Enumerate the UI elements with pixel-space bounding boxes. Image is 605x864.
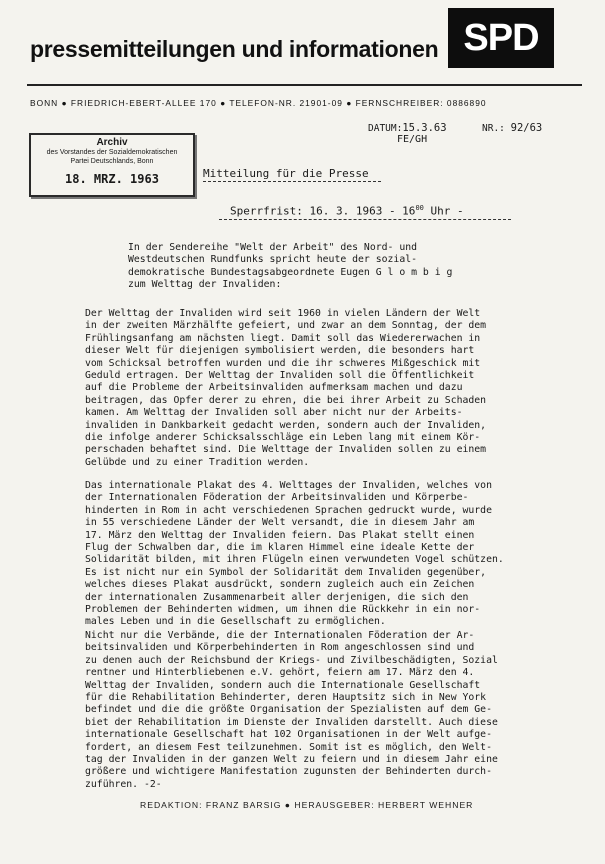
text-line: Problemen der Behinderten widmen, um ihnen die Rückkehr in ein nor- (85, 604, 481, 616)
text-line: größere und wichtigere Manifestation zugunsten der Behinderten durch- (85, 766, 492, 778)
address-line: BONN ● FRIEDRICH-EBERT-ALLEE 170 ● TELEFON-NR. 21901-09 ● FERNSCHREIBER: 0886890 (30, 98, 487, 108)
text-line: Westdeutschen Rundfunks spricht heute der sozial- (128, 254, 418, 266)
intro-paragraph (128, 242, 568, 292)
date-value: 15.3.63 (402, 122, 447, 134)
text-line: Der Welttag der Invaliden wird seit 1960 in vielen Ländern der Welt (85, 308, 481, 319)
initials: FE/GH (397, 134, 428, 145)
header-rule (27, 84, 582, 86)
text-line: internationale Gesellschaft hat 102 Organisationen in der Welt aufge- (85, 729, 492, 741)
embargo-underline (219, 219, 511, 220)
text-line: Das internationale Plakat des 4. Welttages der Invaliden, welches von (85, 480, 492, 491)
text-line: beitragen, das Opfer derer zu ehren, die bei ihrer Arbeit zu Schaden (85, 394, 487, 406)
stamp-title: Archiv (96, 137, 128, 148)
number-label: NR.: (482, 123, 505, 134)
text-line: demokratische Bundestagsabgeordnete Eugen G l o m b i g (128, 266, 453, 278)
text-line: Welttag der Invaliden, sondern auch die Internationale Gesellschaft (85, 679, 481, 691)
text-line: kamen. Am Welttag der Invaliden soll aber nicht nur der Arbeits- (85, 407, 463, 419)
stamp-line-2: Partei Deutschlands, Bonn (70, 158, 154, 165)
text-line: perschaden behaftet sind. Die Welttage der Invaliden sollen zu einem (85, 444, 487, 456)
text-line: welches dieses Plakat ausdrückt, sondern zugleich auch ein Zeichen (85, 579, 475, 591)
text-line: males Leben und in die Gesellschaft zu ermöglichen. (85, 616, 386, 628)
number-value: 92/63 (510, 122, 543, 134)
paragraph-2 (85, 480, 585, 629)
embargo-main: Sperrfrist: 16. 3. 1963 - 16 (230, 204, 416, 218)
text-line: 17. März den Welttag der Invaliden feiern. Das Plakat stellt einen (85, 529, 475, 541)
footer-credits: REDAKTION: FRANZ BARSIG ● HERAUSGEBER: HERBERT WEHNER (140, 800, 474, 810)
text-line: zu denen auch der Reichsbund der Kriegs- und Zivilbeschädigten, Sozial (85, 654, 498, 666)
text-line: In der Sendereihe "Welt der Arbeit" des Nord- und (128, 242, 418, 253)
text-line: Gelübde und zu einer Tradition werden. (85, 456, 310, 468)
text-line: zuführen. -2- (85, 778, 162, 790)
text-line: vom Schicksal betroffen wurden und die ihr schweres Mißgeschick mit (85, 357, 481, 369)
text-line: hinderten in Rom in acht verschiedenen Sprachen gedruckt wurde, wurde (85, 504, 492, 516)
text-line: Nicht nur die Verbände, die der Internationalen Föderation der Ar- (85, 630, 475, 641)
text-line: invaliden in Dankbarkeit gedacht werden, sondern auch der Invaliden, (85, 419, 487, 431)
text-line: in 55 verschiedene Länder der Welt versandt, die in diesem Jahr am (85, 517, 475, 529)
paragraph-3 (85, 630, 585, 791)
text-line: Flug der Schwalben dar, die im klaren Himmel eine ideale Kette der (85, 542, 475, 554)
text-line: befindet und die die größte Organisation der Spezialisten auf dem Ge- (85, 704, 492, 716)
masthead-title: pressemitteilungen und informationen (30, 36, 439, 62)
text-line: beitsinvaliden und Körperbehinderten in Rom angeschlossen sind und (85, 642, 475, 654)
heading-underline (203, 181, 381, 182)
text-line: fordert, an diesem Fest teilzunehmen. Somit ist es möglich, den Welt- (85, 741, 492, 753)
text-line: Geduld ertragen. Der Welttag der Invaliden soll die Öffentlichkeit (85, 370, 475, 382)
text-line: der internationalen Zusammenarbeit aller derjenigen, die sich den (85, 591, 469, 603)
text-line: Solidarität bilden, mit ihren Flügeln einen verwundeten Vogel schützen. (85, 554, 504, 566)
press-heading: Mitteilung für die Presse (203, 167, 369, 180)
embargo-tail: Uhr - (423, 204, 464, 218)
date-field (368, 122, 447, 134)
spd-logo: SPD (448, 8, 554, 68)
text-line: auf die Probleme der Arbeitsinvaliden aufmerksam machen und dazu (85, 382, 463, 394)
text-line: die infolge anderer Schicksalsschläge ein Leben lang mit einem Kör- (85, 432, 481, 444)
text-line: Es ist nicht nur ein Symbol der Solidarität dem Invaliden gegenüber, (85, 566, 487, 578)
paragraph-1 (85, 308, 585, 469)
text-line: für die Rehabilitation Behinderter, deren Hauptsitz sich in New York (85, 692, 487, 704)
date-label: DATUM: (368, 123, 403, 134)
archive-stamp (29, 133, 195, 197)
text-line: der Internationalen Föderation der Arbeitsinvaliden und Körperbe- (85, 492, 469, 504)
embargo-minutes: 00 (415, 204, 424, 212)
text-line: zum Welttag der Invaliden: (128, 279, 282, 291)
text-line: in der zweiten Märzhälfte gefeiert, und zwar an dem Sonntag, der dem (85, 320, 487, 332)
text-line: rentner und Hinterbliebenen e.V. gehört, feiern am 17. März den 4. (85, 667, 475, 679)
text-line: dieser Welt für diejenigen symbolisiert werden, die besonders hart (85, 345, 475, 357)
text-line: Frühlingsanfang am nächsten liegt. Damit soll das Wiedererwachen in (85, 332, 481, 344)
embargo-line (230, 204, 464, 218)
text-line: biet der Rehabilitation im Dienste der Invaliden darstellt. Auch diese (85, 716, 498, 728)
number-field (482, 122, 542, 134)
stamp-date: 18. MRZ. 1963 (65, 172, 159, 186)
text-line: tag der Invaliden in der ganzen Welt zu feiern und in diesem Jahr eine (85, 754, 498, 766)
stamp-line-1: des Vorstandes der Sozialdemokratischen (46, 149, 178, 156)
